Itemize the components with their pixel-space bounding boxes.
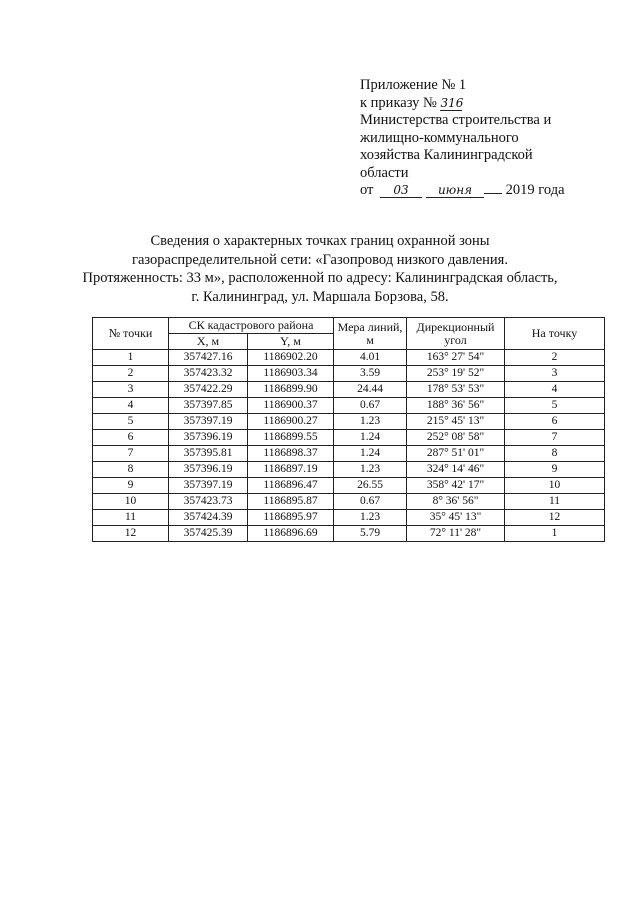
cell-angle: 72° 11' 28" (407, 526, 505, 542)
document-heading (70, 232, 570, 306)
table-row (93, 350, 605, 366)
cell-measure: 0.67 (334, 398, 407, 414)
cell-point: 11 (93, 510, 169, 526)
table-row (93, 478, 605, 494)
cell-y: 1186902.20 (248, 350, 334, 366)
cell-to-point: 9 (505, 462, 605, 478)
cell-to-point: 5 (505, 398, 605, 414)
cell-measure: 1.23 (334, 510, 407, 526)
cell-angle: 35° 45' 13" (407, 510, 505, 526)
cell-y: 1186895.87 (248, 494, 334, 510)
cell-x: 357424.39 (169, 510, 248, 526)
cell-point: 10 (93, 494, 169, 510)
cell-to-point: 8 (505, 446, 605, 462)
cell-x: 357423.32 (169, 366, 248, 382)
cell-y: 1186900.27 (248, 414, 334, 430)
cell-point: 12 (93, 526, 169, 542)
cell-x: 357395.81 (169, 446, 248, 462)
cell-y: 1186903.34 (248, 366, 334, 382)
order-prefix: к приказу № (360, 94, 437, 111)
heading-line-2: газораспределительной сети: «Газопровод низкого давления. (132, 251, 508, 268)
cell-measure: 0.67 (334, 494, 407, 510)
order-number: 316 (440, 95, 464, 110)
cell-to-point: 6 (505, 414, 605, 430)
cell-x: 357397.19 (169, 478, 248, 494)
cell-point: 3 (93, 382, 169, 398)
ministry-line-4: области (360, 164, 409, 181)
ministry-line-2: жилищно-коммунального (360, 129, 519, 146)
header-y: Y, м (248, 334, 334, 350)
cell-to-point: 4 (505, 382, 605, 398)
cell-x: 357397.85 (169, 398, 248, 414)
cell-angle: 253° 19' 52" (407, 366, 505, 382)
cell-measure: 1.23 (334, 414, 407, 430)
cell-x: 357425.39 (169, 526, 248, 542)
table-row (93, 446, 605, 462)
cell-to-point: 1 (505, 526, 605, 542)
header-direction-angle: Дирекционный угол (407, 318, 505, 350)
ministry-line-3: хозяйства Калининградской (360, 147, 533, 163)
date-prefix: от (360, 182, 374, 198)
cell-x: 357423.73 (169, 494, 248, 510)
cell-x: 357422.29 (169, 382, 248, 398)
heading-line-4: г. Калининград, ул. Маршала Борзова, 58. (191, 288, 449, 305)
cell-angle: 8° 36' 56" (407, 494, 505, 510)
table-row (93, 462, 605, 478)
date-underline (484, 193, 502, 194)
cell-x: 357397.19 (169, 414, 248, 430)
cell-x: 357396.19 (169, 430, 248, 446)
cell-point: 8 (93, 462, 169, 478)
header-x: X, м (169, 334, 248, 350)
cell-y: 1186895.97 (248, 510, 334, 526)
cell-y: 1186898.37 (248, 446, 334, 462)
heading-line-1: Сведения о характерных точках границ охранной зоны (150, 233, 490, 249)
cell-point: 5 (93, 414, 169, 430)
cell-to-point: 2 (505, 350, 605, 366)
appendix-title: Приложение № 1 (360, 77, 467, 93)
cell-point: 7 (93, 446, 169, 462)
cell-measure: 3.59 (334, 366, 407, 382)
table-row (93, 398, 605, 414)
header-point-number: № точки (93, 318, 169, 350)
header-to-point: На точку (505, 318, 605, 350)
cell-point: 1 (93, 350, 169, 366)
table-row (93, 366, 605, 382)
cell-to-point: 12 (505, 510, 605, 526)
cell-angle: 252° 08' 58" (407, 430, 505, 446)
points-table (92, 317, 605, 542)
cell-y: 1186896.69 (248, 526, 334, 542)
appendix-block (360, 77, 630, 200)
table-row (93, 430, 605, 446)
cell-measure: 26.55 (334, 478, 407, 494)
table-row (93, 494, 605, 510)
cell-angle: 287° 51' 01" (407, 446, 505, 462)
cell-measure: 4.01 (334, 350, 407, 366)
cell-angle: 215° 45' 13" (407, 414, 505, 430)
header-coordinate-system: СК кадастрового района (169, 318, 334, 334)
table-row (93, 382, 605, 398)
cell-point: 6 (93, 430, 169, 446)
cell-x: 357396.19 (169, 462, 248, 478)
header-line-measure: Мера линий, м (334, 318, 407, 350)
ministry-line-1: Министерства строительства и (360, 112, 552, 128)
cell-measure: 1.24 (334, 446, 407, 462)
order-line (360, 95, 630, 113)
cell-measure: 1.24 (334, 430, 407, 446)
cell-point: 2 (93, 366, 169, 382)
cell-x: 357427.16 (169, 350, 248, 366)
cell-angle: 188° 36' 56" (407, 398, 505, 414)
date-line (360, 182, 630, 200)
cell-measure: 5.79 (334, 526, 407, 542)
cell-y: 1186899.55 (248, 430, 334, 446)
cell-to-point: 10 (505, 478, 605, 494)
date-suffix: 2019 года (505, 182, 565, 198)
cell-point: 4 (93, 398, 169, 414)
cell-angle: 324° 14' 46" (407, 462, 505, 478)
table-row (93, 526, 605, 542)
cell-angle: 178° 53' 53" (407, 382, 505, 398)
cell-angle: 163° 27' 54" (407, 350, 505, 366)
cell-point: 9 (93, 478, 169, 494)
table-row (93, 510, 605, 526)
cell-to-point: 7 (505, 430, 605, 446)
cell-angle: 358° 42' 17" (407, 478, 505, 494)
table-row (93, 414, 605, 430)
cell-y: 1186896.47 (248, 478, 334, 494)
cell-y: 1186899.90 (248, 382, 334, 398)
heading-line-3: Протяженность: 33 м», расположенной по адресу: Калининградская область, (82, 270, 558, 286)
cell-measure: 1.23 (334, 462, 407, 478)
date-month: июня (426, 183, 484, 198)
cell-measure: 24.44 (334, 382, 407, 398)
cell-to-point: 11 (505, 494, 605, 510)
cell-y: 1186897.19 (248, 462, 334, 478)
cell-to-point: 3 (505, 366, 605, 382)
cell-y: 1186900.37 (248, 398, 334, 414)
date-day: 03 (380, 183, 422, 198)
